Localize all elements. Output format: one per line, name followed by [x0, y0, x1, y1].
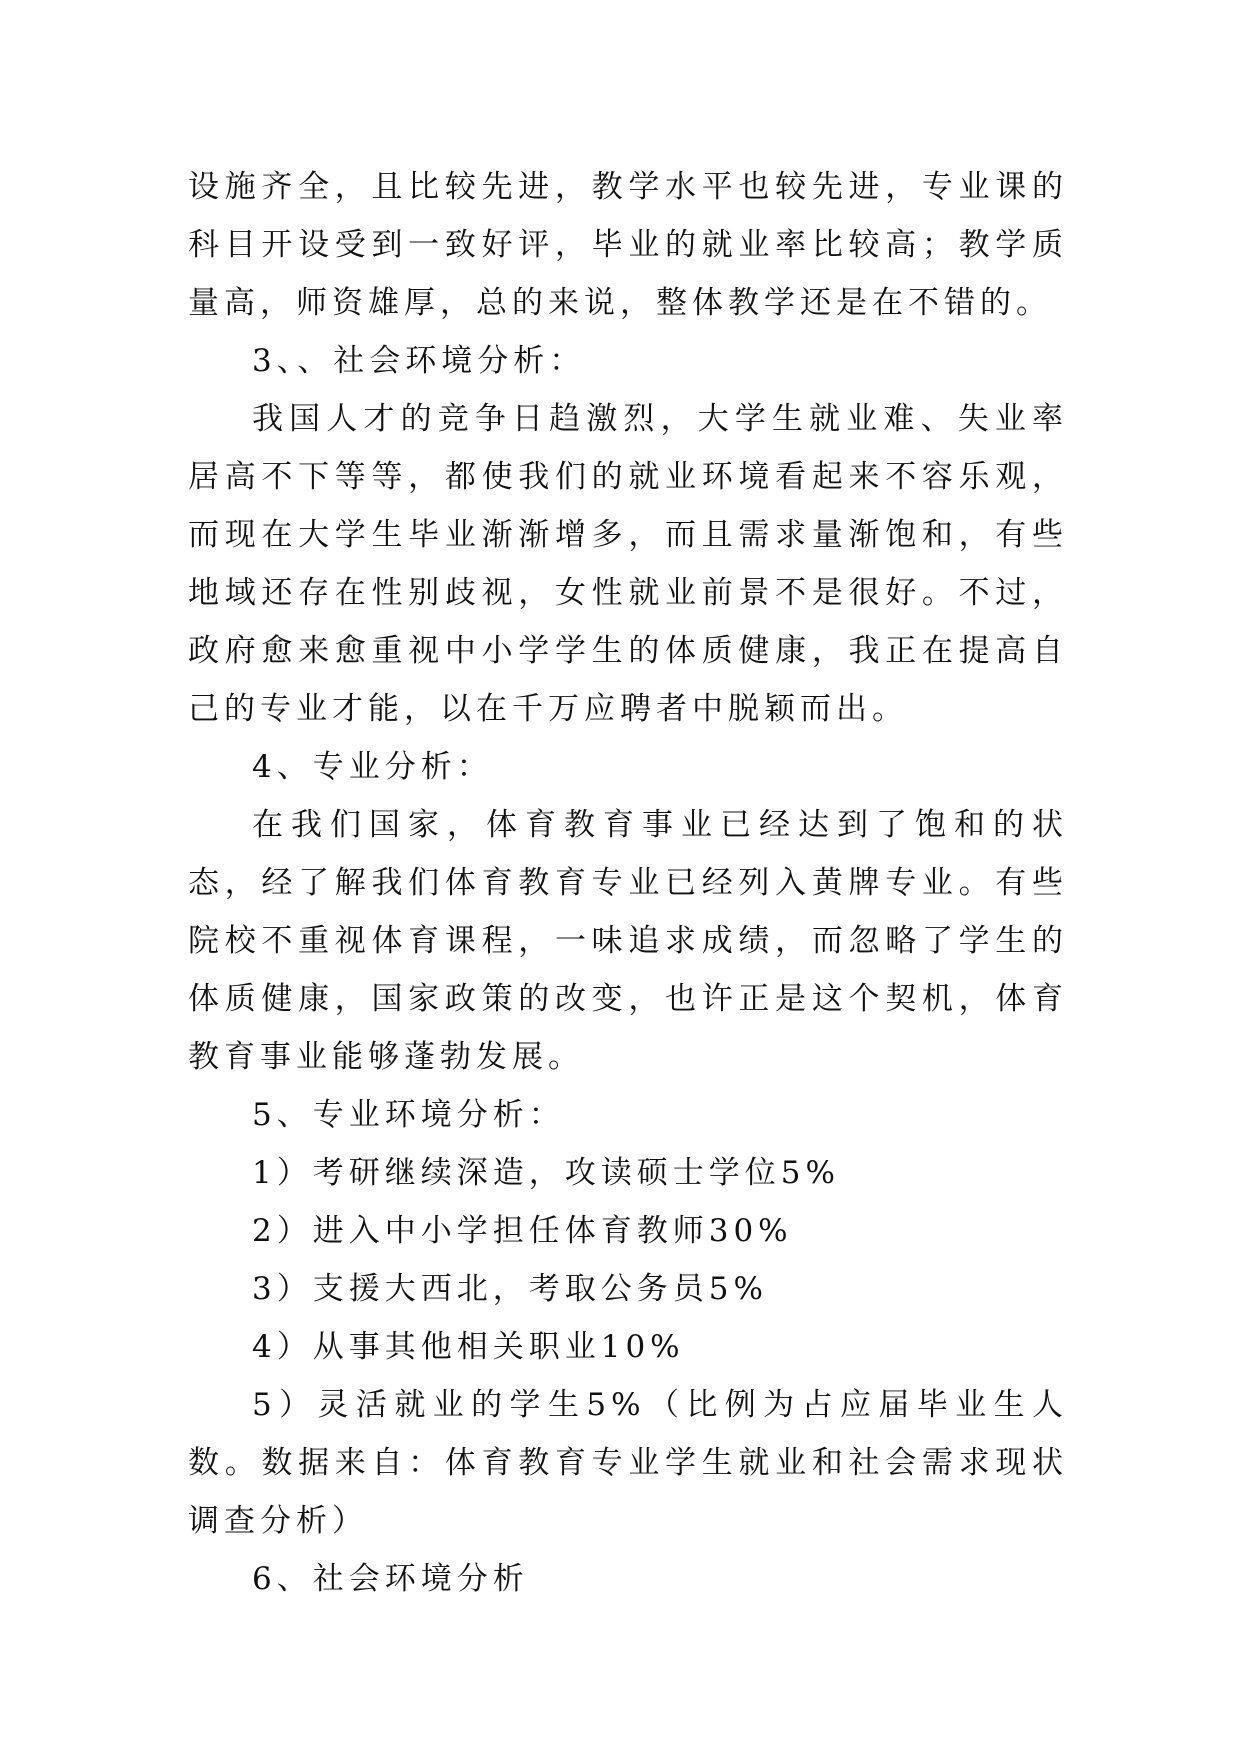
list-item-related-jobs: 4）从事其他相关职业10% [252, 1329, 685, 1365]
list-item-graduate-study: 1）考研继续深造，攻读硕士学位5% [252, 1155, 840, 1191]
heading-social-environment-6: 6、社会环境分析 [252, 1561, 529, 1597]
document-body [188, 158, 1068, 1608]
heading-major-analysis-4: 4、专业分析： [252, 749, 493, 785]
list-item-flexible-employment: 5）灵活就业的学生5%（比例为占应届毕业生人数。数据来自：体育教育专业学生就业和社会需求现状调查分析） [188, 1387, 1068, 1539]
heading-major-environment-5: 5、专业环境分析： [252, 1097, 565, 1133]
paragraph-pe-education: 在我们国家，体育教育事业已经达到了饱和的状态，经了解我们体育教育专业已经列入黄牌专业。有些院校不重视体育课程，一味追求成绩，而忽略了学生的体质健康，国家政策的改变，也许正是这个契机，体育教育事业能够蓬勃发展。 [188, 807, 1068, 1075]
heading-social-environment-3: 3、、社会环境分析： [252, 343, 586, 379]
list-item-civil-servant: 3）支援大西北，考取公务员5% [252, 1271, 768, 1307]
list-item-pe-teacher: 2）进入中小学担任体育教师30% [252, 1213, 793, 1249]
paragraph-employment-competition: 我国人才的竞争日趋激烈，大学生就业难、失业率居高不下等等，都使我们的就业环境看起来不容乐观，而现在大学生毕业渐渐增多，而且需求量渐饱和，有些地域还存在性别歧视，女性就业前景不是很好。不过，政府愈来愈重视中小学学生的体质健康，我正在提高自己的专业才能，以在千万应聘者中脱颖而出。 [188, 401, 1068, 727]
paragraph-facilities: 设施齐全，且比较先进，教学水平也较先进，专业课的科目开设受到一致好评，毕业的就业率比较高；教学质量高，师资雄厚，总的来说，整体教学还是在不错的。 [188, 169, 1068, 321]
